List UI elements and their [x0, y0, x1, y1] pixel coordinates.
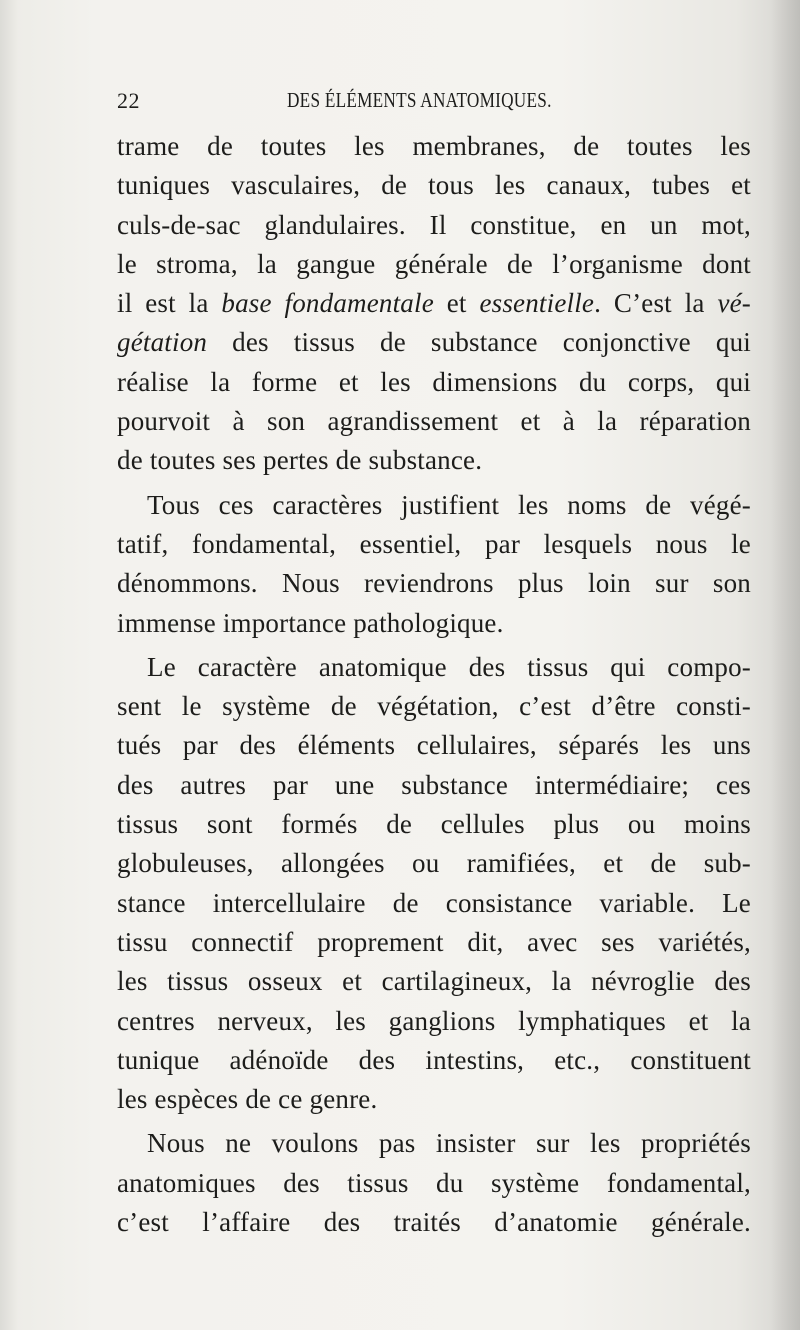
text-line: trame de toutes les membranes, de toutes les	[117, 131, 751, 161]
body-text	[117, 127, 751, 1242]
text-run: il est la	[117, 288, 222, 319]
page-number: 22	[117, 88, 140, 113]
text-line: stance intercellulaire de consistance variable. Le	[117, 887, 751, 918]
running-title: DES ÉLÉMENTS ANATOMIQUES.	[287, 88, 552, 112]
text-line: Tous ces caractères justifient les noms de végé-	[147, 489, 751, 520]
text-line: tués par des éléments cellulaires, séparés les uns	[117, 730, 751, 761]
paragraph-2	[117, 486, 751, 643]
text-line	[117, 323, 751, 362]
text-line: c’est l’affaire des traités d’anatomie générale.	[117, 1207, 751, 1238]
paragraph-3	[117, 648, 751, 1120]
text-line: des autres par une substance intermédiaire; ces	[117, 769, 751, 800]
text-line: pourvoit à son agrandissement et à la réparation	[117, 406, 751, 437]
text-line	[117, 284, 751, 323]
text-line: tunique adénoïde des intestins, etc., constituent	[117, 1044, 751, 1075]
text-line: de toutes ses pertes de substance.	[117, 445, 483, 476]
text-line: le stroma, la gangue générale de l’organisme dont	[117, 248, 751, 279]
text-line: dénommons. Nous reviendrons plus loin sur son	[117, 568, 751, 599]
text-line: tatif, fondamental, essentiel, par lesquels nous le	[117, 528, 751, 559]
text-line: Nous ne voulons pas insister sur les propriétés	[147, 1128, 751, 1159]
text-line: Le caractère anatomique des tissus qui compo-	[147, 651, 751, 682]
text-line: anatomiques des tissus du système fondamental,	[117, 1167, 751, 1198]
text-run: . C’est la	[594, 288, 718, 319]
italic-run: vé-	[717, 288, 751, 319]
text-line: tissus sont formés de cellules plus ou moins	[117, 809, 751, 840]
text-line: tuniques vasculaires, de tous les canaux, tubes et	[117, 170, 751, 201]
text-line: culs-de-sac glandulaires. Il constitue, en un mot,	[117, 209, 751, 240]
text-line: sent le système de végétation, c’est d’être consti-	[117, 691, 751, 722]
text-line: immense importance pathologique.	[117, 607, 504, 638]
text-run: et	[433, 288, 480, 319]
page-header	[117, 88, 751, 116]
paragraph-4	[117, 1124, 751, 1242]
italic-run: base fondamentale	[221, 288, 434, 319]
italic-run: gétation	[117, 327, 208, 358]
text-line: globuleuses, allongées ou ramifiées, et de sub-	[117, 848, 751, 879]
text-run: des tissus de substance conjonctive qui	[207, 327, 751, 358]
text-line: les tissus osseux et cartilagineux, la névroglie des	[117, 966, 751, 997]
gutter-shadow	[0, 0, 18, 1330]
text-line: centres nerveux, les ganglions lymphatiques et la	[117, 1005, 751, 1036]
italic-run: essentielle	[479, 288, 595, 319]
text-line: les espèces de ce genre.	[117, 1084, 378, 1115]
text-line: tissu connectif proprement dit, avec ses variétés,	[117, 926, 751, 957]
paragraph-1	[117, 127, 751, 481]
text-line: réalise la forme et les dimensions du corps, qui	[117, 366, 751, 397]
edge-shadow	[770, 0, 800, 1330]
